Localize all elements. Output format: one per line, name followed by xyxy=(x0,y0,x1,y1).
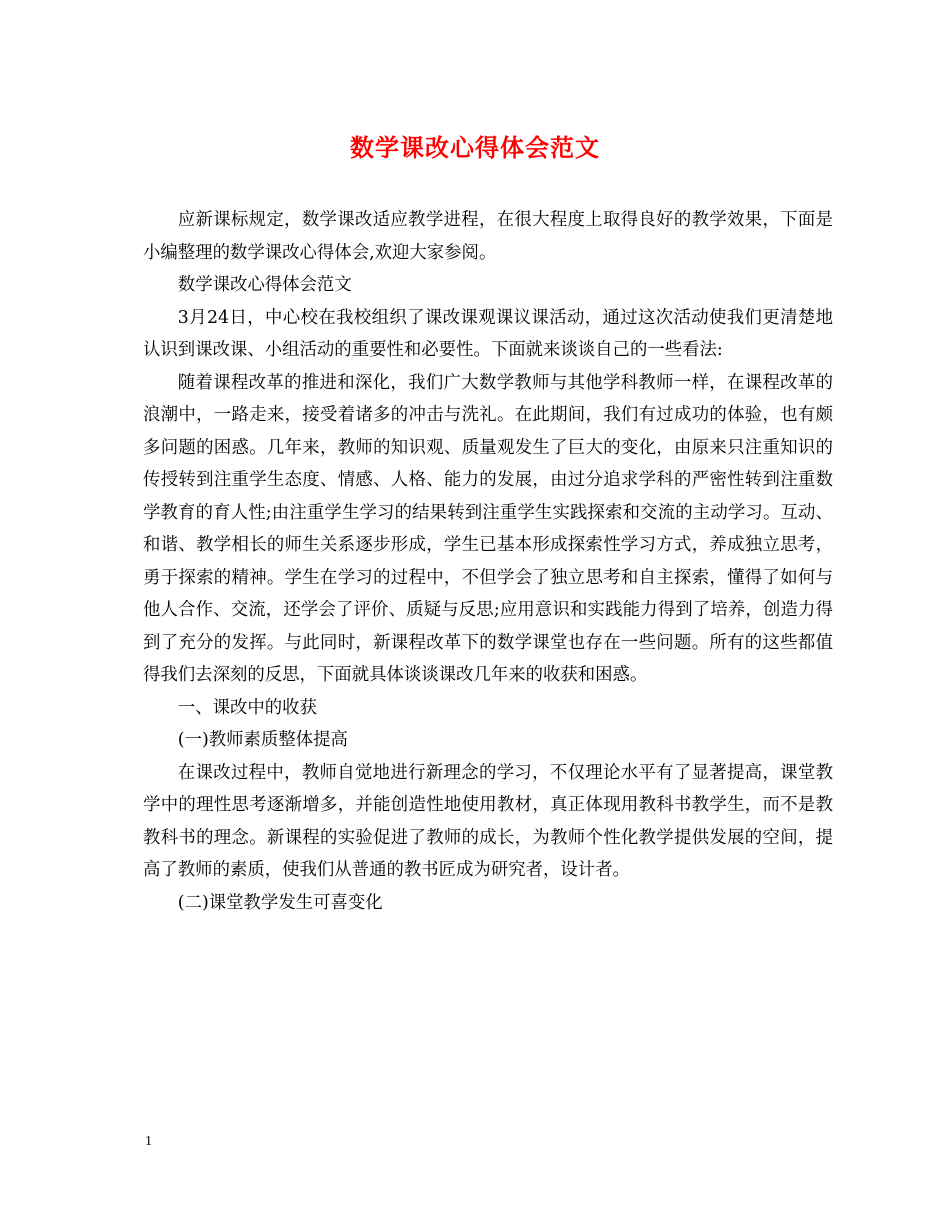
section-heading-gains: 一、课改中的收获 xyxy=(177,697,317,718)
reform-paragraph: 随着课程改革的推进和深化，我们广大数学教师与其他学科教师一样，在课程改革的浪潮中，一路走来，接受着诸多的冲击与洗礼。在此期间，我们有过成功的体验，也有颇多问题的困惑。几年来，教师的知识观、质量观发生了巨大的变化，由原来只注重知识的传授转到注重学生态度、情感、人格、能力的发展，由过分追求学科的严密性转到注重数学教育的育人性;由注重学生学习的结果转到注重学生实践探索和交流的主动学习。互动、和谐、教学相长的师生关系逐步形成，学生已基本形成探索性学习方式，养成独立思考，勇于探索的精神。学生在学习的过程中，不但学会了独立思考和自主探索，懂得了如何与他人合作、交流，还学会了评价、质疑与反思;应用意识和实践能力得到了培养，创造力得到了充分的发挥。与此同时，新课程改革下的数学课堂也存在一些问题。所有的这些都值得我们去深刻的反思，下面就具体谈谈课改几年来的收获和困惑。 xyxy=(143,372,833,685)
teacher-quality-paragraph: 在课改过程中，教师自觉地进行新理念的学习，不仅理论水平有了显著提高，课堂教学中的理性思考逐渐增多，并能创造性地使用教材，真正体现用教科书教学生，而不是教教科书的理念。新课程的实验促进了教师的成长，为教师个性化教学提供发展的空间，提高了教师的素质，使我们从普通的教书匠成为研究者，设计者。 xyxy=(143,762,833,880)
page-number: 1 xyxy=(145,1134,152,1149)
subtitle-paragraph: 数学课改心得体会范文 xyxy=(177,275,352,295)
intro-paragraph: 应新课标规定，数学课改适应教学进程，在很大程度上取得良好的教学效果，下面是小编整理的数学课改心得体会,欢迎大家参阅。 xyxy=(143,210,833,263)
subsection-heading-classroom-change: (二)课堂教学发生可喜变化 xyxy=(177,892,383,913)
subsection-heading-teacher-quality: (一)教师素质整体提高 xyxy=(177,730,348,750)
activity-paragraph: 3月24日，中心校在我校组织了课改课观课议课活动，通过这次活动使我们更清楚地认识到课改课、小组活动的重要性和必要性。下面就来谈谈自己的一些看法: xyxy=(143,307,833,360)
document-body xyxy=(143,204,833,919)
page-title: 数学课改心得体会范文 xyxy=(350,133,600,162)
